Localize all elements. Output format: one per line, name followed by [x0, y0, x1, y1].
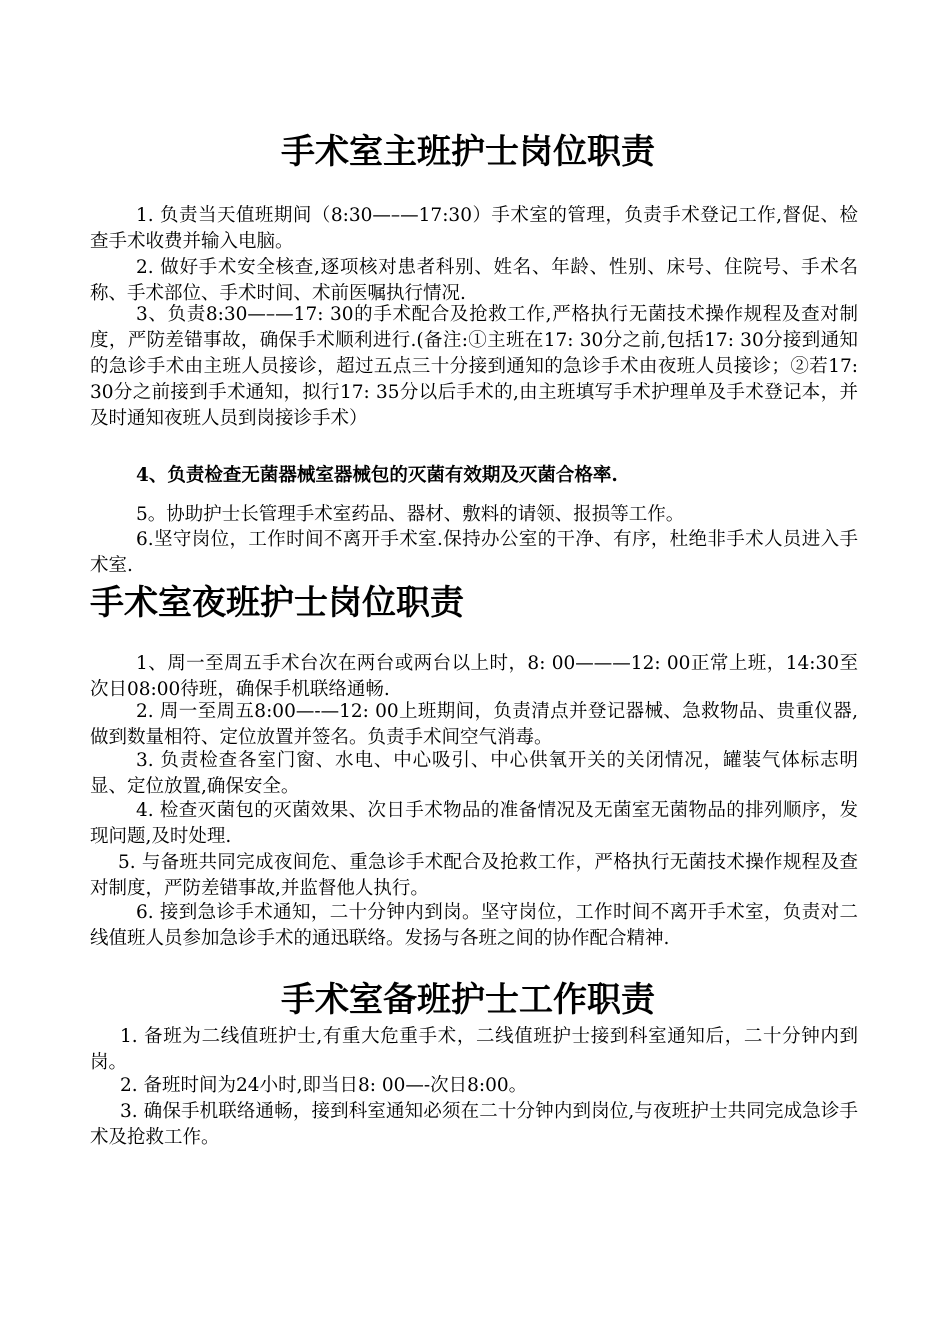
- paragraph: 2. 周一至周五8:00—-—12: 00上班期间，负责清点并登记器械、急救物品、贵重仪器,做到数量相符、定位放置并签名。负责手术间空气消毒。: [90, 701, 858, 748]
- paragraph: 3. 负责检查各室门窗、水电、中心吸引、中心供氧开关的关闭情况，罐装气体标志明显、定位放置,确保安全。: [90, 750, 858, 797]
- paragraph: 1. 备班为二线值班护士,有重大危重手术，二线值班护士接到科室通知后，二十分钟内到岗。: [90, 1026, 858, 1073]
- paragraph: 1、周一至周五手术台次在两台或两台以上时，8: 00———12: 00正常上班，14:30至次日08:00待班，确保手机联络通畅.: [90, 653, 858, 700]
- paragraph: 3、负责8:30—–—17: 30的手术配合及抢救工作,严格执行无菌技术操作规程及查对制度，严防差错事故，确保手术顺利进行.(备注:①主班在17: 30分之前,包括17: 30分接到通知的急诊手术由主班人员接诊，超过五点三十分接到通知的急诊手术由夜班人员接诊；②若17: 30分之前接到手术通知，拟行17: 35分以后手术的,由主班填写手术护理单及手术登记本，并及时通知夜班人员到岗接诊手术）: [90, 304, 858, 429]
- section-title-night-shift: 手术室夜班护士岗位职责: [90, 583, 464, 623]
- paragraph: 5。协助护士长管理手术室药品、器材、敷料的请领、报损等工作。: [136, 504, 685, 525]
- section-title-day-shift: 手术室主班护士岗位职责: [281, 132, 655, 172]
- paragraph: 4、负责检查无菌器械室器械包的灭菌有效期及灭菌合格率.: [136, 465, 618, 486]
- paragraph: 4. 检查灭菌包的灭菌效果、次日手术物品的准备情况及无菌室无菌物品的排列顺序，发现问题,及时处理.: [90, 800, 858, 847]
- paragraph: 1. 负责当天值班期间（8:30—–—17:30）手术室的管理，负责手术登记工作,督促、检查手术收费并输入电脑。: [90, 205, 858, 252]
- section-title-backup-shift: 手术室备班护士工作职责: [281, 980, 655, 1020]
- paragraph: 2. 做好手术安全核查,逐项核对患者科别、姓名、年龄、性别、床号、住院号、手术名称、手术部位、手术时间、术前医嘱执行情况.: [90, 257, 858, 304]
- paragraph: 6. 接到急诊手术通知，二十分钟内到岗。坚守岗位，工作时间不离开手术室，负责对二线值班人员参加急诊手术的通迅联络。发扬与各班之间的协作配合精神.: [90, 902, 858, 949]
- paragraph: 3. 确保手机联络通畅，接到科室通知必须在二十分钟内到岗位,与夜班护士共同完成急诊手术及抢救工作。: [90, 1101, 858, 1148]
- paragraph: 2. 备班时间为24小时,即当日8: 00—-次日8:00。: [120, 1075, 528, 1096]
- paragraph: 6.坚守岗位，工作时间不离开手术室.保持办公室的干净、有序，杜绝非手术人员进入手术室.: [90, 529, 858, 576]
- paragraph: 5. 与备班共同完成夜间危、重急诊手术配合及抢救工作，严格执行无菌技术操作规程及查对制度，严防差错事故,并监督他人执行。: [90, 852, 858, 899]
